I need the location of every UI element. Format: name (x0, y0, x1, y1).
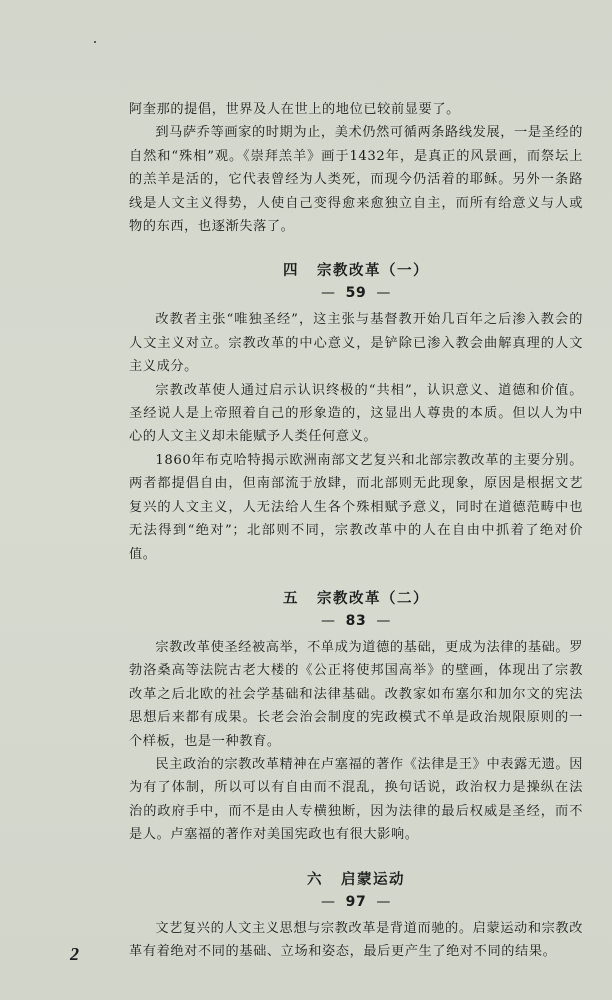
section-5-title: 宗教改革（二） (317, 590, 429, 607)
ink-speck (94, 41, 96, 43)
section-5-paragraph-2: 民主政治的宗教改革精神在卢塞福的著作《法律是王》中表露无遗。因为有了体制，所以可以有自由而不混乱，换句话说，政治权力是操纵在法治的政府手中，而不是由人专横独断，因为法律的最后权威是圣经，而不是人。卢塞福的著作对美国宪政也有很大影响。 (129, 756, 583, 843)
section-4-heading (129, 260, 583, 282)
section-4-page-number: 59 (345, 285, 367, 302)
section-4-paragraph-2: 宗教改革使人通过启示认识终极的“共相”，认识意义、道德和价值。圣经说人是上帝照着自己的形象造的，这显出人尊贵的本质。但以人为中心的人文主义却未能赋予人类任何意义。 (129, 382, 583, 445)
section-6-page-number: 97 (345, 893, 367, 910)
section-5-page-number: 83 (345, 612, 367, 629)
section-4-title: 宗教改革（一） (317, 263, 429, 280)
section-5-page-ref: — 83 — (321, 612, 391, 629)
section-5-number: 五 (283, 590, 299, 607)
intro-paragraph-1: 阿奎那的提倡，世界及人在世上的地位已较前显要了。 (129, 102, 460, 117)
page-number: 2 (70, 944, 79, 964)
section-6-number: 六 (307, 871, 323, 888)
intro-paragraph-2: 到马萨乔等画家的时期为止，美术仍然可循两条路线发展，一是圣经的自然和“殊相”观。《崇拜羔羊》画于1432年，是真正的风景画，而祭坛上的羔羊是活的，它代表曾经为人类死，而现今仍活着的耶稣。另外一条路线是人文主义得势，人使自己变得愈来愈独立自主，而所有给意义与人或物的东西，也逐渐失落了。 (129, 125, 583, 235)
section-4-page-ref: — 59 — (321, 285, 391, 302)
section-5-paragraph-1: 宗教改革使圣经被高举，不单成为道德的基础，更成为法律的基础。罗勃洛桑高等法院古老大楼的《公正将使邦国高举》的壁画，体现出了宗教改革之后北欧的社会学基础和法律基础。改教家如布塞尔和加尔文的宪法思想后来都有成果。长老会治会制度的宪政模式不单是政治规限原则的一个样板，也是一种教育。 (129, 639, 583, 749)
page-body (129, 98, 583, 963)
section-4-paragraph-3: 1860年布克哈特揭示欧洲南部文艺复兴和北部宗教改革的主要分别。两者都提倡自由，但南部流于放肆，而北部则无此现象，原因是根据文艺复兴的人文主义，人无法给人生各个殊相赋予意义，同时在道德范畴中也无法得到“绝对”；北部则不同，宗教改革中的人在自由中抓着了绝对价值。 (129, 452, 583, 562)
section-4-number: 四 (283, 263, 299, 280)
section-6-page-ref: — 97 — (321, 893, 391, 910)
section-6-heading (129, 869, 583, 891)
section-6-paragraph-1: 文艺复兴的人文主义思想与宗教改革是背道而驰的。启蒙运动和宗教改革有着绝对不同的基础、立场和姿态，最后更产生了绝对不同的结果。 (129, 920, 583, 959)
section-6-title: 启蒙运动 (341, 871, 405, 888)
section-4-paragraph-1: 改教者主张“唯独圣经”，这主张与基督教开始几百年之后渗入教会的人文主义对立。宗教改革的中心意义，是铲除已渗入教会曲解真理的人文主义成分。 (129, 312, 583, 375)
section-5-heading (129, 588, 583, 610)
